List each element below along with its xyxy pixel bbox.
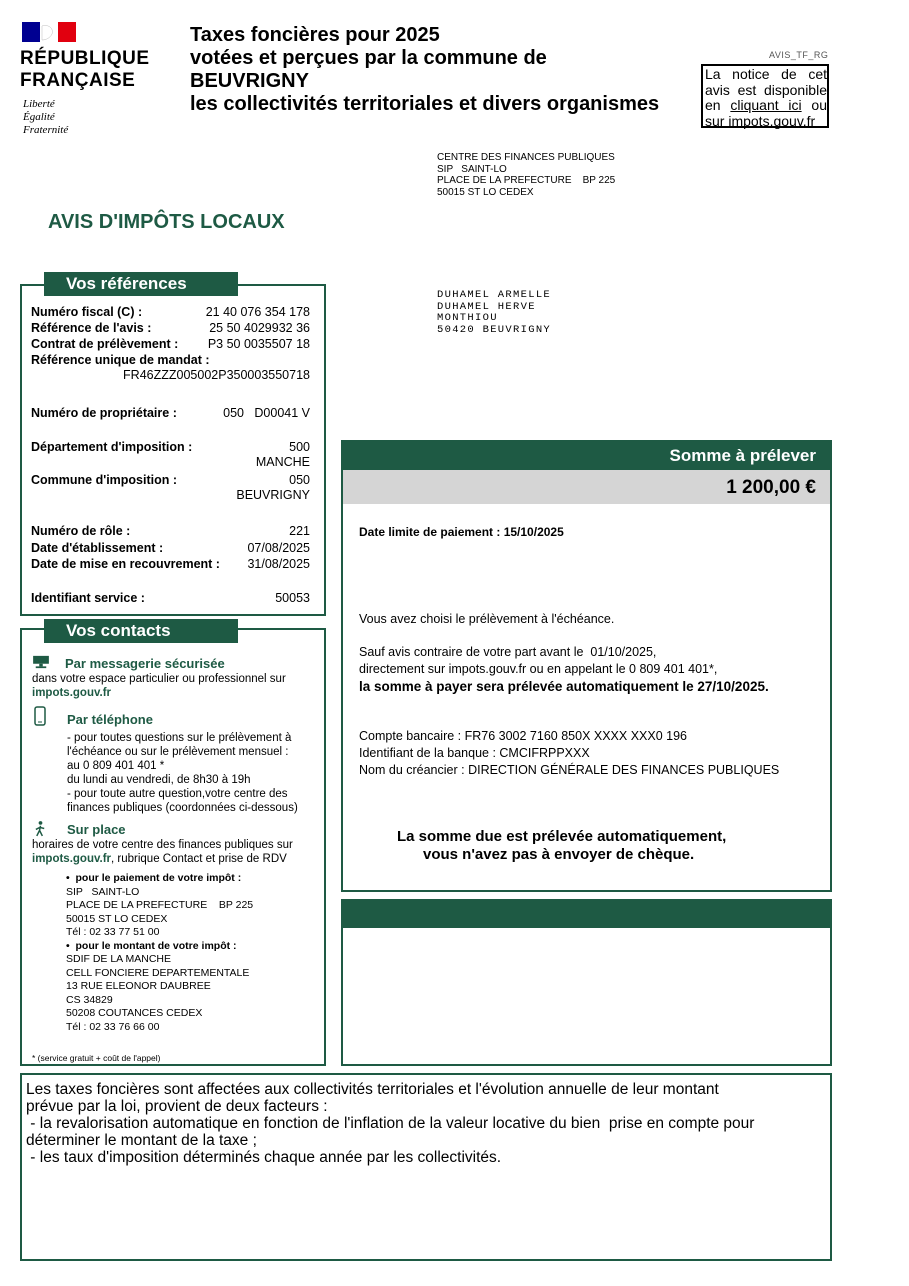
service-label: Identifiant service : xyxy=(31,591,145,605)
cfp-line: SIP SAINT-LO xyxy=(437,163,507,175)
surplace-text: horaires de votre centre des finances publiques sur xyxy=(32,839,293,851)
paiement-line: SIP SAINT-LO xyxy=(66,885,140,898)
telephone-line: du lundi au vendredi, de 8h30 à 19h xyxy=(67,774,251,786)
surplace-title: Sur place xyxy=(67,822,126,837)
notice-link[interactable]: cliquant ici xyxy=(730,97,802,113)
notice-box xyxy=(701,64,829,128)
footnote: * (service gratuit + coût de l'appel) xyxy=(32,1053,161,1063)
numero-fiscal-label: Numéro fiscal (C) : xyxy=(31,305,143,319)
montant-line: CELL FONCIERE DEPARTEMENTALE xyxy=(66,966,250,979)
devise-egalite: Égalité xyxy=(23,111,55,123)
title-line-1: Taxes foncières pour 2025 xyxy=(190,24,440,46)
role-value: 221 xyxy=(289,524,310,538)
etablissement-value: 07/08/2025 xyxy=(247,541,310,555)
telephone-line: - pour toute autre question,votre centre des xyxy=(67,788,288,800)
info-text xyxy=(26,1081,826,1166)
departement-label: Département d'imposition : xyxy=(31,440,193,454)
republique-logo xyxy=(20,20,152,138)
montant-title: pour le montant de votre impôt : xyxy=(75,939,237,952)
cfp-line: PLACE DE LA PREFECTURE BP 225 xyxy=(437,175,616,186)
montant-line: SDIF DE LA MANCHE xyxy=(66,953,172,965)
recipient-line: DUHAMEL ARMELLE xyxy=(437,289,552,301)
contrat-label: Contrat de prélèvement : xyxy=(31,337,179,351)
recipient-line: 50420 BEUVRIGNY xyxy=(437,323,552,336)
republique-line1: RÉPUBLIQUE xyxy=(20,48,150,69)
recouvrement-value: 31/08/2025 xyxy=(247,557,310,571)
messagerie-title: Par messagerie sécurisée xyxy=(65,656,225,671)
cfp-address xyxy=(437,152,615,198)
sauf-line-3: la somme à payer sera prélevée automatiquement le 27/10/2025. xyxy=(359,679,769,694)
messagerie-link[interactable]: impots.gouv.fr xyxy=(32,687,112,699)
choix-prelevement: Vous avez choisi le prélèvement à l'échéance. xyxy=(359,612,615,626)
mandat-label: Référence unique de mandat : xyxy=(31,353,210,367)
etablissement-label: Date d'établissement : xyxy=(31,541,164,555)
bullet-icon: • xyxy=(66,939,76,952)
notice-text-1: La notice de cet avis est disponible en xyxy=(705,66,827,113)
conclusion-2: vous n'avez pas à envoyer de chèque. xyxy=(423,846,695,863)
recipient-line: MONTHIOU xyxy=(437,312,498,324)
identifiant-banque: Identifiant de la banque : CMCIFRPPXXX xyxy=(359,746,590,760)
departement-code: 500 xyxy=(289,440,310,454)
montant-line: Tél : 02 33 76 66 00 xyxy=(66,1020,160,1033)
commune-code: 050 xyxy=(289,473,310,487)
contacts-content xyxy=(32,654,320,1064)
paiement-line: Tél : 02 33 77 51 00 xyxy=(66,926,160,938)
contacts-tab: Vos contacts xyxy=(44,619,238,643)
bullet-icon: • xyxy=(66,872,76,884)
walking-person-icon xyxy=(34,820,47,837)
secondary-box-header xyxy=(343,901,830,928)
telephone-line: - pour toutes questions sur le prélèvement à xyxy=(67,732,292,744)
montant-line: 50208 COUTANCES CEDEX xyxy=(66,1007,203,1019)
paiement-line: 50015 ST LO CEDEX xyxy=(66,912,168,925)
title-line-4: les collectivités territoriales et divers organismes xyxy=(190,93,660,115)
telephone-line: au 0 809 401 401 * xyxy=(67,760,165,772)
payment-amount: 1 200,00 € xyxy=(343,470,830,504)
montant-line: 13 RUE ELEONOR DAUBREE xyxy=(66,980,211,992)
conclusion-1: La somme due est prélevée automatiquement, xyxy=(397,828,727,845)
document-title xyxy=(190,24,659,116)
cfp-line: 50015 ST LO CEDEX xyxy=(437,186,534,198)
date-limite: Date limite de paiement : 15/10/2025 xyxy=(359,525,564,539)
payment-head: Somme à prélever xyxy=(343,442,830,470)
title-line-3: BEUVRIGNY xyxy=(190,70,309,92)
proprietaire-value: 050 D00041 V xyxy=(223,406,310,420)
telephone-line: l'échéance ou sur le prélèvement mensuel : xyxy=(67,746,289,758)
notice-text-2: ou sur impots.gouv.fr xyxy=(705,97,827,129)
flag-icon xyxy=(22,22,76,42)
paiement-block xyxy=(66,872,316,1034)
avis-code: AVIS_TF_RG xyxy=(769,50,829,60)
devise-fraternite: Fraternité xyxy=(23,124,69,136)
sauf-line-2: directement sur impots.gouv.fr ou en appelant le 0 809 401 401*, xyxy=(359,662,718,676)
telephone-line: finances publiques (coordonnées ci-dessous) xyxy=(67,802,298,814)
recouvrement-label: Date de mise en recouvrement : xyxy=(31,557,220,571)
phone-icon xyxy=(34,706,46,726)
avis-title: AVIS D'IMPÔTS LOCAUX xyxy=(48,211,285,233)
nom-creancier: Nom du créancier : DIRECTION GÉNÉRALE DES FINANCES PUBLIQUES xyxy=(359,763,780,777)
numero-fiscal-value: 21 40 076 354 178 xyxy=(205,305,310,319)
compte-bancaire: Compte bancaire : FR76 3002 7160 850X XXXX XXX0 196 xyxy=(359,729,687,743)
telephone-title: Par téléphone xyxy=(67,712,153,727)
info-line: déterminer le montant de la taxe ; xyxy=(26,1132,257,1149)
recipient-line: DUHAMEL HERVE xyxy=(437,300,536,313)
info-line: prévue par la loi, provient de deux facteurs : xyxy=(26,1098,328,1115)
telephone-details xyxy=(67,731,321,815)
role-label: Numéro de rôle : xyxy=(31,524,131,538)
republique-line2: FRANÇAISE xyxy=(20,70,136,91)
ref-avis-label: Référence de l'avis : xyxy=(31,321,152,335)
ref-avis-value: 25 50 4029932 36 xyxy=(209,321,310,335)
mandat-value: FR46ZZZ005002P350003550718 xyxy=(123,368,310,382)
proprietaire-label: Numéro de propriétaire : xyxy=(31,406,177,420)
departement-name: MANCHE xyxy=(255,455,310,469)
commune-name: BEUVRIGNY xyxy=(236,488,310,502)
contrat-value: P3 50 0035507 18 xyxy=(207,337,310,351)
references-content xyxy=(31,305,326,615)
computer-icon xyxy=(32,655,50,669)
messagerie-text: dans votre espace particulier ou professionnel sur xyxy=(32,673,286,685)
paiement-line: PLACE DE LA PREFECTURE BP 225 xyxy=(66,899,254,911)
montant-line: CS 34829 xyxy=(66,993,113,1006)
recipient-address xyxy=(437,290,551,336)
commune-label: Commune d'imposition : xyxy=(31,473,178,487)
devise-liberte: Liberté xyxy=(23,98,55,110)
cfp-line: CENTRE DES FINANCES PUBLIQUES xyxy=(437,152,615,163)
surplace-link[interactable]: impots.gouv.fr xyxy=(32,853,112,865)
paiement-title: pour le paiement de votre impôt : xyxy=(75,872,242,884)
secondary-box xyxy=(341,899,832,1066)
references-tab: Vos références xyxy=(44,272,238,296)
title-line-2: votées et perçues par la commune de xyxy=(190,47,547,69)
surplace-suffix: , rubrique Contact et prise de RDV xyxy=(111,853,287,865)
service-value: 50053 xyxy=(275,591,310,605)
info-line: - la revalorisation automatique en fonction de l'inflation de la valeur locative du bien prise en compte pour xyxy=(26,1115,755,1132)
info-line: - les taux d'imposition déterminés chaque année par les collectivités. xyxy=(26,1149,502,1166)
info-line: Les taxes foncières sont affectées aux collectivités territoriales et l'évolution annuelle de leur montant xyxy=(26,1081,719,1098)
sauf-line-1: Sauf avis contraire de votre part avant le 01/10/2025, xyxy=(359,645,657,659)
